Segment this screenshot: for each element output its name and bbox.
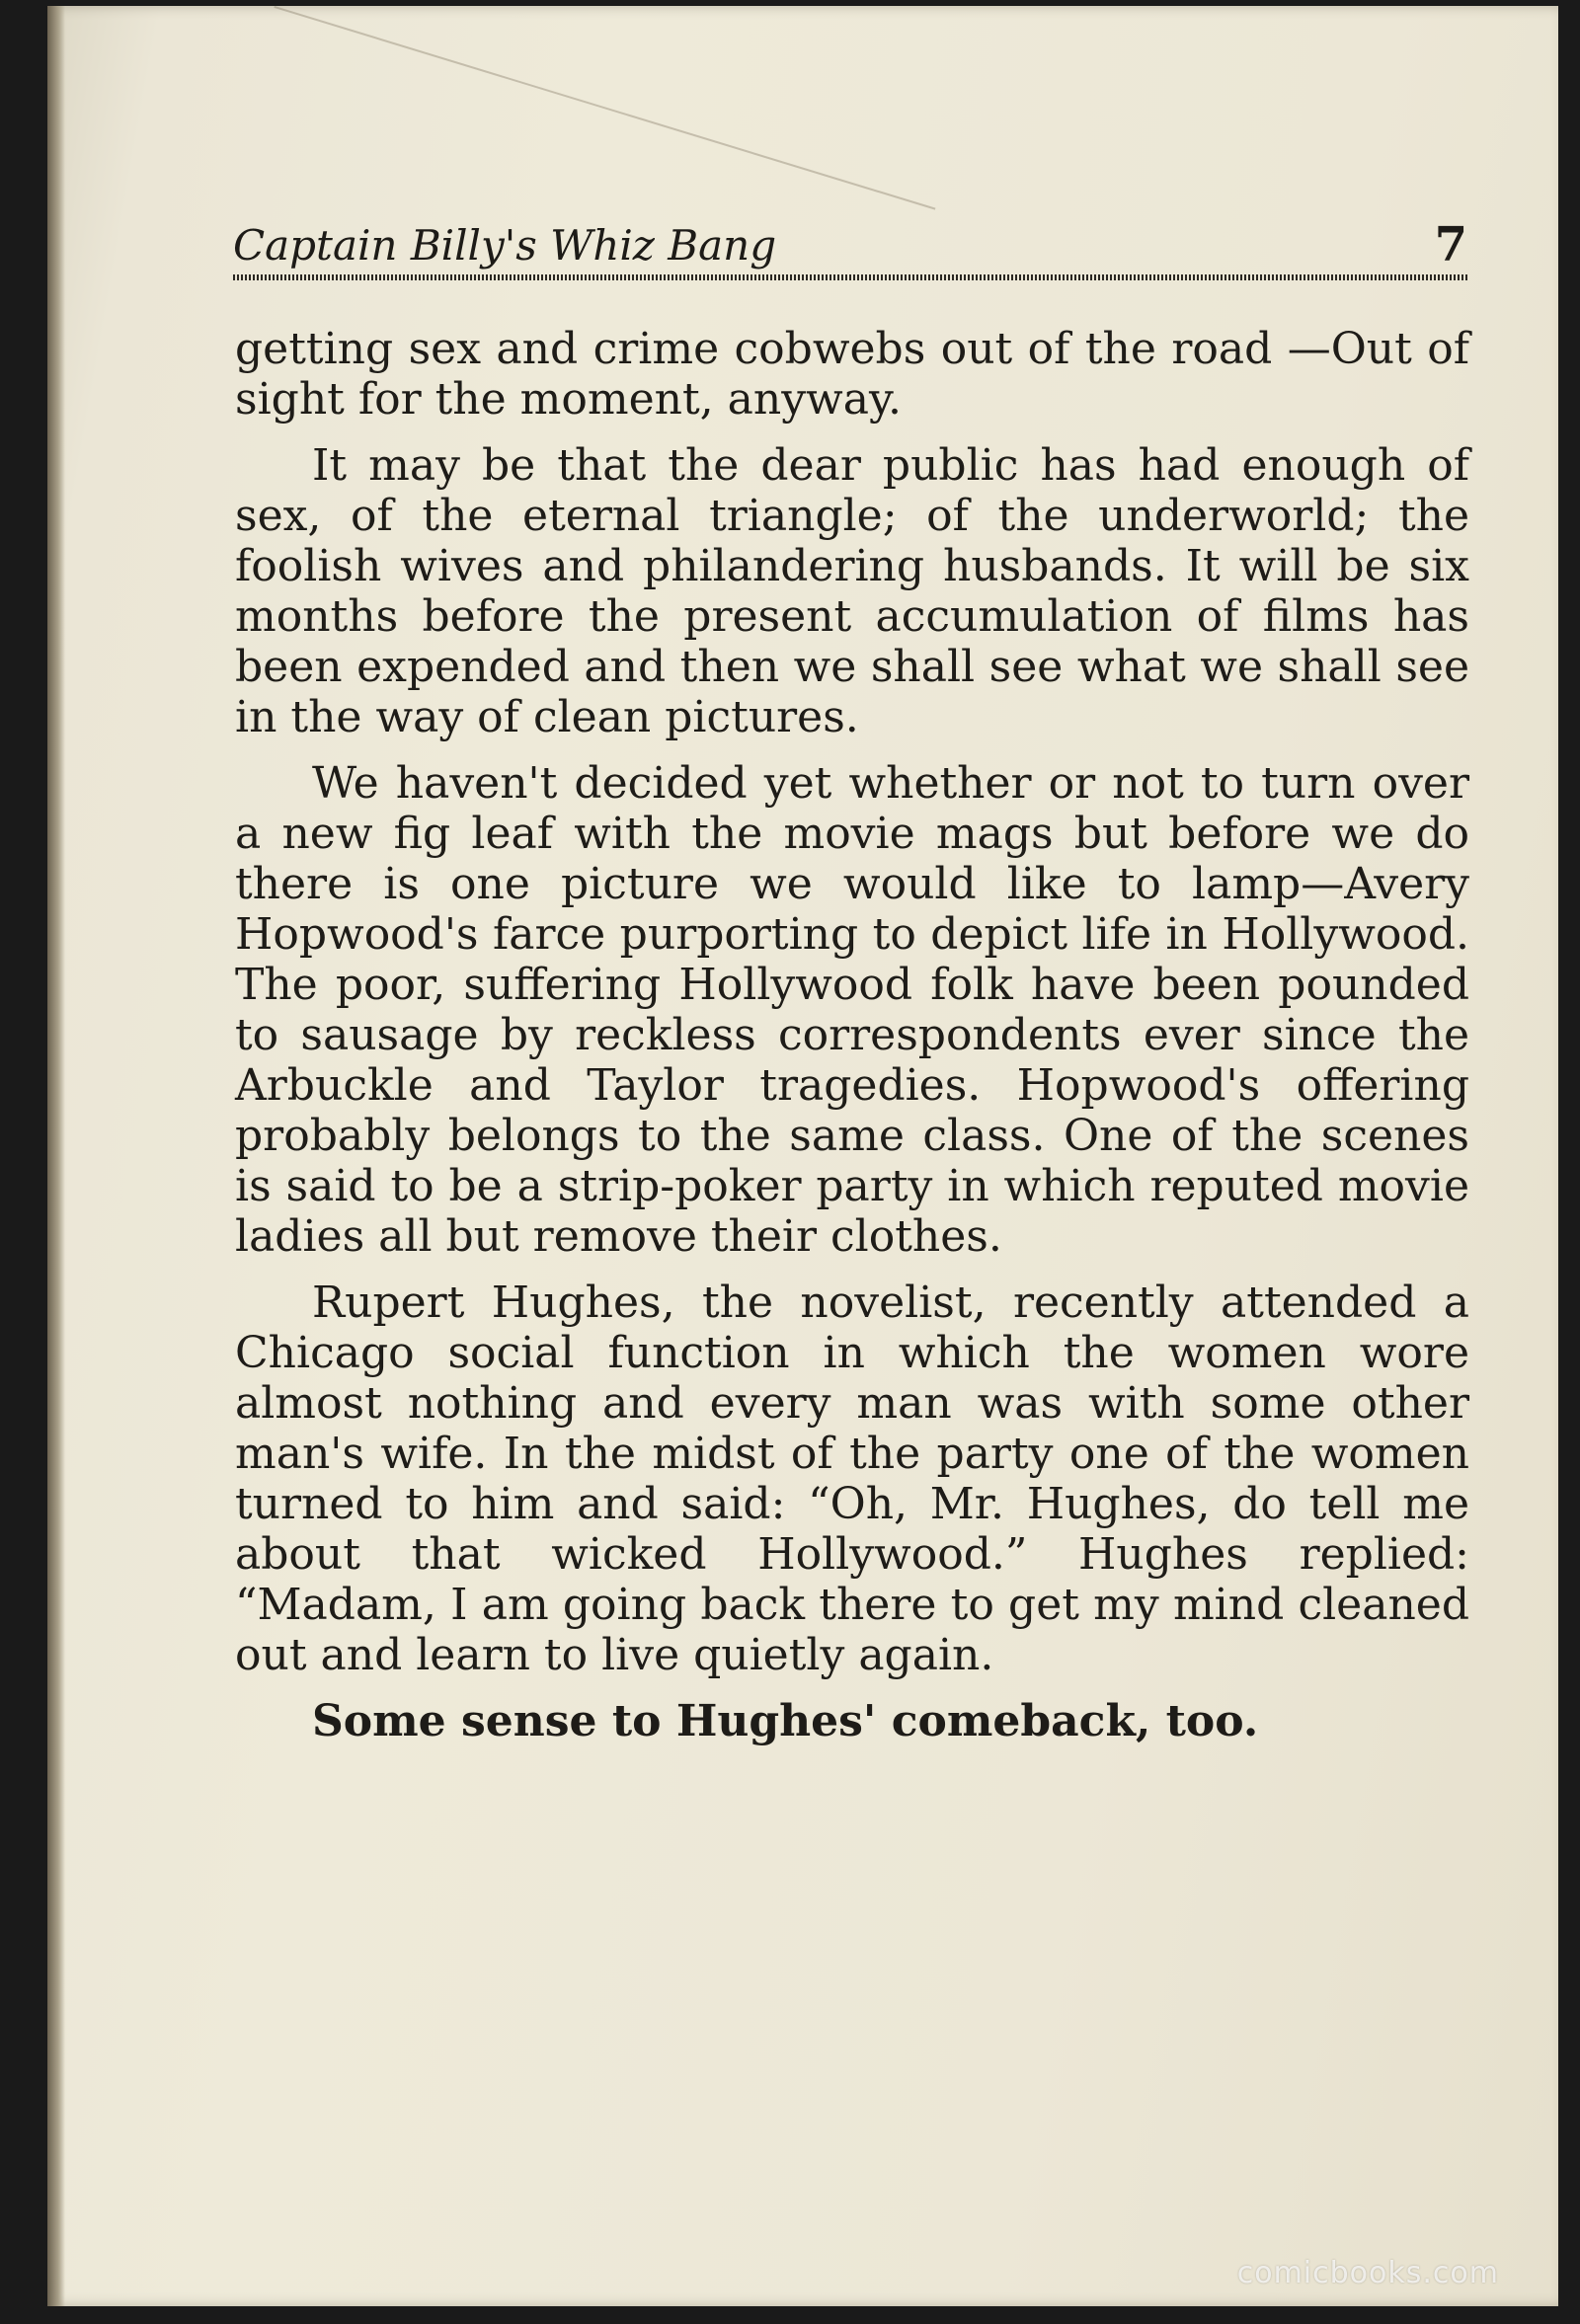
paragraph: Rupert Hughes, the novelist, recently attended a Chicago social function in which the women wore almost nothing and every man was with some other man's wife. In the midst of the party one of the women turned to him and said: “Oh, Mr. Hughes, do tell me about that wicked Hollywood.” Hughes replied: “Madam, I am going back there to get my mind cleaned out and learn to live quietly again. [235, 1278, 1469, 1680]
running-header [233, 217, 1467, 276]
paragraph: We haven't decided yet whether or not to turn over a new fig leaf with the movie mags but before we do there is one picture we would like to lamp—Avery Hopwood's farce purporting to depict life in Hollywood. The poor, suffering Hollywood folk have been pounded to sausage by reckless correspondents ever since the Arbuckle and Taylor tragedies. Hopwood's offering probably belongs to the same class. One of the scenes is said to be a strip-poker party in which reputed movie ladies all but remove their clothes. [235, 758, 1469, 1262]
paragraph: It may be that the dear public has had enough of sex, of the eternal triangle; of the underworld; the foolish wives and philandering husbands. It will be six months before the present accumulation of films has been expended and then we shall see what we shall see in the way of clean pictures. [235, 440, 1469, 742]
article-body [235, 324, 1469, 1762]
page-binding-edge [47, 6, 65, 2306]
book-page [47, 6, 1558, 2306]
publication-title: Captain Billy's Whiz Bang [233, 221, 777, 270]
header-rule [233, 274, 1467, 280]
closing-line: Some sense to Hughes' comeback, too. [312, 1696, 1259, 1746]
paragraph-continuation: getting sex and crime cobwebs out of the road —Out of sight for the moment, anyway. [235, 324, 1469, 425]
site-watermark: comicbooks.com [1236, 2256, 1499, 2290]
page-number: 7 [1434, 217, 1467, 272]
paper-crease [274, 6, 935, 210]
